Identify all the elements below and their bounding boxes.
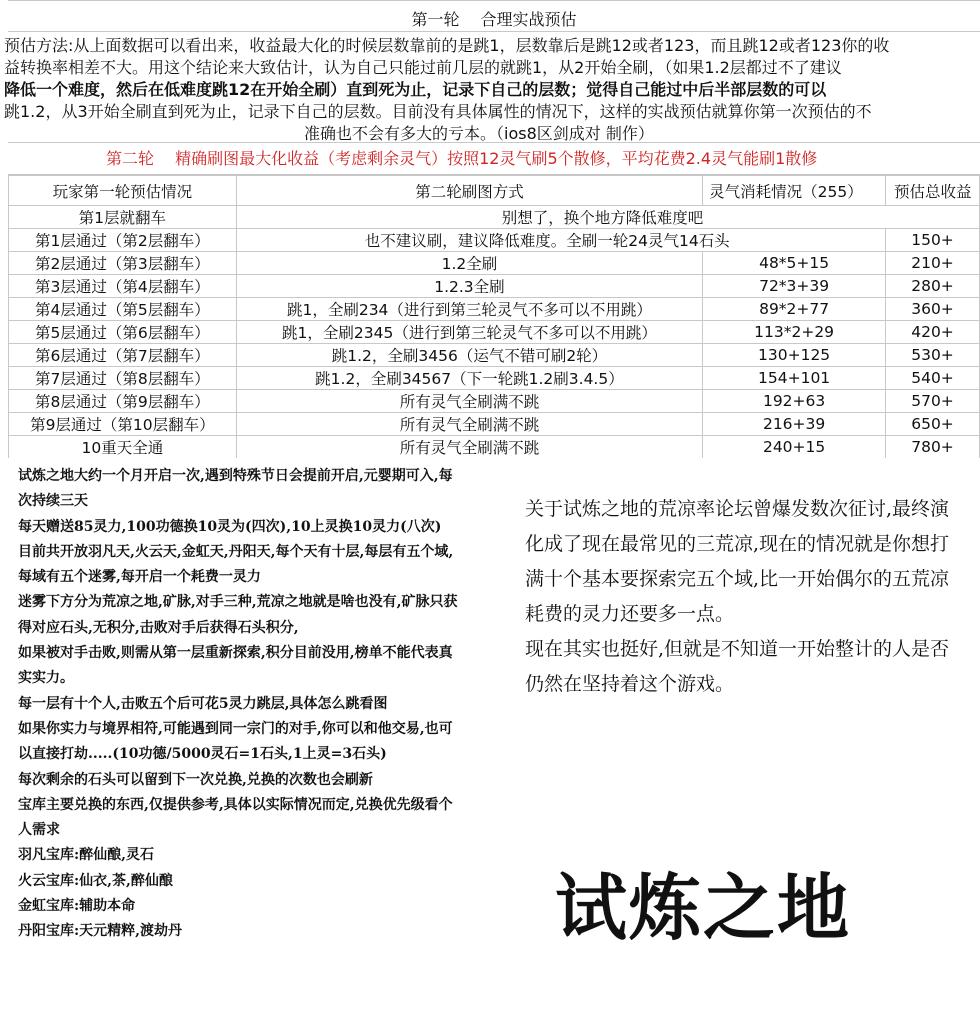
gain-cell: 530+ <box>886 344 980 367</box>
side-commentary <box>525 492 965 702</box>
method-cell: 跳1.2，全刷3456（运气不错可刷2轮） <box>236 344 702 367</box>
cost-cell: 48*5+15 <box>703 252 886 275</box>
status-cell: 第9层通过（第10层翻车） <box>9 413 237 436</box>
spreadsheet-screenshot <box>0 0 980 458</box>
table-header <box>9 176 980 206</box>
second-round-row <box>8 142 980 175</box>
header-status: 玩家第一轮预估情况 <box>9 176 237 206</box>
header-method: 第二轮刷图方式 <box>236 176 702 206</box>
estimation-method <box>4 35 972 145</box>
cost-cell: 154+101 <box>703 367 886 390</box>
cost-cell: 216+39 <box>703 413 886 436</box>
table-row <box>9 436 980 459</box>
method-cell: 所有灵气全刷满不跳 <box>236 390 702 413</box>
status-cell: 第1层通过（第2层翻车） <box>9 229 237 252</box>
table-row <box>9 344 980 367</box>
table-row <box>9 275 980 298</box>
note-line: 迷雾下方分为荒凉之地,矿脉,对手三种,荒凉之地就是啥也没有,矿脉只获得对应石头,无积分,击败对手后获得石头积分, <box>18 594 458 636</box>
method-cell: 所有灵气全刷满不跳 <box>236 413 702 436</box>
header-gain: 预估总收益 <box>886 176 980 206</box>
gain-cell: 540+ <box>886 367 980 390</box>
table-row <box>9 229 980 252</box>
round-one-title: 第一轮 合理实战预估 <box>411 10 577 29</box>
watermark: ​ <box>458 192 482 258</box>
method-cell: 跳1，全刷2345（进行到第三轮灵气不多可以不用跳） <box>236 321 702 344</box>
note-line: 目前共开放羽凡天,火云天,金虹天,丹阳天,每个天有十层,每层有五个域,每域有五个迷雾,每开启一个耗费一灵力 <box>18 543 454 586</box>
status-cell: 10重天全通 <box>9 436 237 459</box>
side-paragraph: 关于试炼之地的荒凉率论坛曾爆发数次征讨,最终演化成了现在最常见的三荒凉,现在的情况就是你想打满十个基本要探索完五个域,比一开始偶尔的五荒凉耗费的灵力还要多一点。 <box>525 498 950 625</box>
title-row <box>8 0 980 32</box>
table-row <box>9 390 980 413</box>
status-cell: 第6层通过（第7层翻车） <box>9 344 237 367</box>
intro-line: 预估方法:从上面数据可以看出来，收益最大化的时候层数靠前的是跳1，层数靠后是跳12或者123，而且跳12或者123你的收 <box>4 36 890 55</box>
status-cell: 第8层通过（第9层翻车） <box>9 390 237 413</box>
gain-cell: 420+ <box>886 321 980 344</box>
gain-cell: 570+ <box>886 390 980 413</box>
page-title: 试炼之地 <box>555 865 852 950</box>
gain-cell: 650+ <box>886 413 980 436</box>
gain-cell: 150+ <box>886 229 980 252</box>
status-cell: 第5层通过（第6层翻车） <box>9 321 237 344</box>
method-cell: 所有灵气全刷满不跳 <box>236 436 702 459</box>
table-row <box>9 206 980 229</box>
gain-cell: 280+ <box>886 275 980 298</box>
notes-column <box>18 464 463 945</box>
method-cell: 1.2全刷 <box>236 252 702 275</box>
table-row <box>9 321 980 344</box>
estimation-table <box>8 175 980 458</box>
note-line: 每次剩余的石头可以留到下一次兑换,兑换的次数也会刷新 <box>18 771 373 788</box>
note-line: 火云宝库:仙衣,茶,醉仙酿 <box>18 872 173 889</box>
note-line: 如果你实力与境界相符,可能遇到同一宗门的对手,你可以和他交易,也可以直接打劫.....(10功德/5000灵石=1石头,1上灵=3石头) <box>18 720 453 763</box>
note-line: 金虹宝库:辅助本命 <box>18 898 136 915</box>
intro-line: 准确也不会有多大的亏本。（ios8区剑成对 制作） <box>304 124 654 143</box>
table-row <box>9 413 980 436</box>
round-two-title: 第二轮 精确刷图最大化收益（考虑剩余灵气）按照12灵气刷5个散修，平均花费2.4灵气能刷1散修 <box>106 149 818 168</box>
cost-cell: 72*3+39 <box>703 275 886 298</box>
gain-cell: 360+ <box>886 298 980 321</box>
header-cost: 灵气消耗情况（255） <box>703 176 886 206</box>
table-row <box>9 298 980 321</box>
side-paragraph: 现在其实也挺好,但就是不知道一开始整计的人是否仍然在坚持着这个游戏。 <box>525 638 950 695</box>
intro-line: 益转换率相差不大。用这个结论来大致估计，认为自己只能过前几层的就跳1，从2开始全刷，（如果1.2层都过不了建议 <box>4 58 842 77</box>
cost-cell: 89*2+77 <box>703 298 886 321</box>
method-cell: 跳1，全刷234（进行到第三轮灵气不多可以不用跳） <box>236 298 702 321</box>
intro-line: 降低一个难度，然后在低难度跳12在开始全刷）直到死为止，记录下自己的层数；觉得自己能过中后半部层数的可以 <box>4 80 827 99</box>
note-line: 羽凡宝库:醉仙酿,灵石 <box>18 847 155 864</box>
status-cell: 第2层通过（第3层翻车） <box>9 252 237 275</box>
cost-cell: 113*2+29 <box>703 321 886 344</box>
gain-cell: 780+ <box>886 436 980 459</box>
note-line: 每天赠送85灵力,100功德换10灵为(四次),10上灵换10灵力(八次) <box>18 518 442 535</box>
method-cell: 跳1.2，全刷34567（下一轮跳1.2刷3.4.5） <box>236 367 702 390</box>
cost-cell: 130+125 <box>703 344 886 367</box>
status-cell: 第7层通过（第8层翻车） <box>9 367 237 390</box>
gain-cell: 210+ <box>886 252 980 275</box>
table-row <box>9 252 980 275</box>
method-cell: 1.2.3全刷 <box>236 275 702 298</box>
note-line: 试炼之地大约一个月开启一次,遇到特殊节日会提前开启,元婴期可入,每次持续三天 <box>18 468 453 510</box>
intro-line: 跳1.2，从3开始全刷直到死为止，记录下自己的层数。目前没有具体属性的情况下，这样的实战预估就算你第一次预估的不 <box>4 102 872 121</box>
table-row <box>9 367 980 390</box>
cost-cell: 240+15 <box>703 436 886 459</box>
status-cell: 第1层就翻车 <box>9 206 237 229</box>
note-line: 宝库主要兑换的东西,仅提供参考,具体以实际情况而定,兑换优先级看个人需求 <box>18 796 453 839</box>
note-line: 每一层有十个人,击败五个后可花5灵力跳层,具体怎么跳看图 <box>18 695 388 712</box>
status-cell: 第3层通过（第4层翻车） <box>9 275 237 298</box>
cost-cell: 192+63 <box>703 390 886 413</box>
status-cell: 第4层通过（第5层翻车） <box>9 298 237 321</box>
method-cell: 也不建议刷，建议降低难度。全刷一轮24灵气14石头 <box>236 229 885 252</box>
method-cell: 别想了，换个地方降低难度吧 <box>236 206 979 229</box>
note-line: 如果被对手击败,则需从第一层重新探索,积分目前没用,榜单不能代表真实实力。 <box>18 645 453 687</box>
note-line: 丹阳宝库:天元精粹,渡劫丹 <box>18 923 183 940</box>
